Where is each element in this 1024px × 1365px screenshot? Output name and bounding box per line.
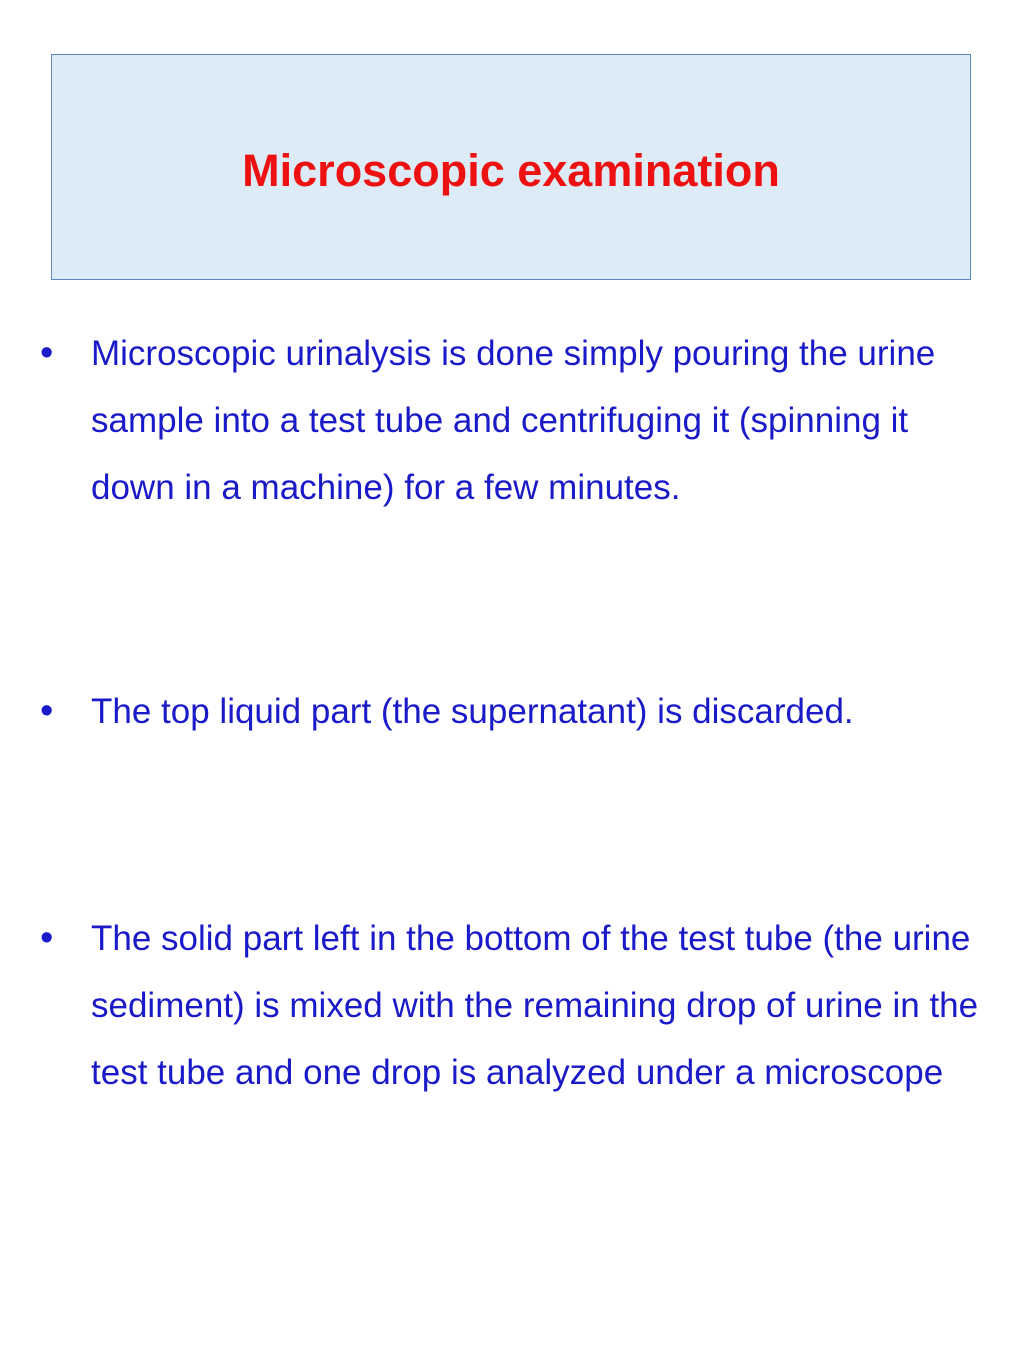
title-box xyxy=(51,54,971,280)
bullet-marker-icon: • xyxy=(40,917,54,959)
bullet-marker-icon: • xyxy=(40,332,54,374)
bullet-marker-icon: • xyxy=(40,690,54,732)
slide-title: Microscopic examination xyxy=(242,144,780,196)
bullet-text: Microscopic urinalysis is done simply pouring the urine sample into a test tube and centrifuging it (spinning it down in a machine) for a few minutes. xyxy=(91,334,936,507)
bullet-text: The solid part left in the bottom of the test tube (the urine sediment) is mixed with the remaining drop of urine in the test tube and one drop is analyzed under a microscope xyxy=(91,919,979,1092)
bullet-text: The top liquid part (the supernatant) is discarded. xyxy=(91,692,854,731)
